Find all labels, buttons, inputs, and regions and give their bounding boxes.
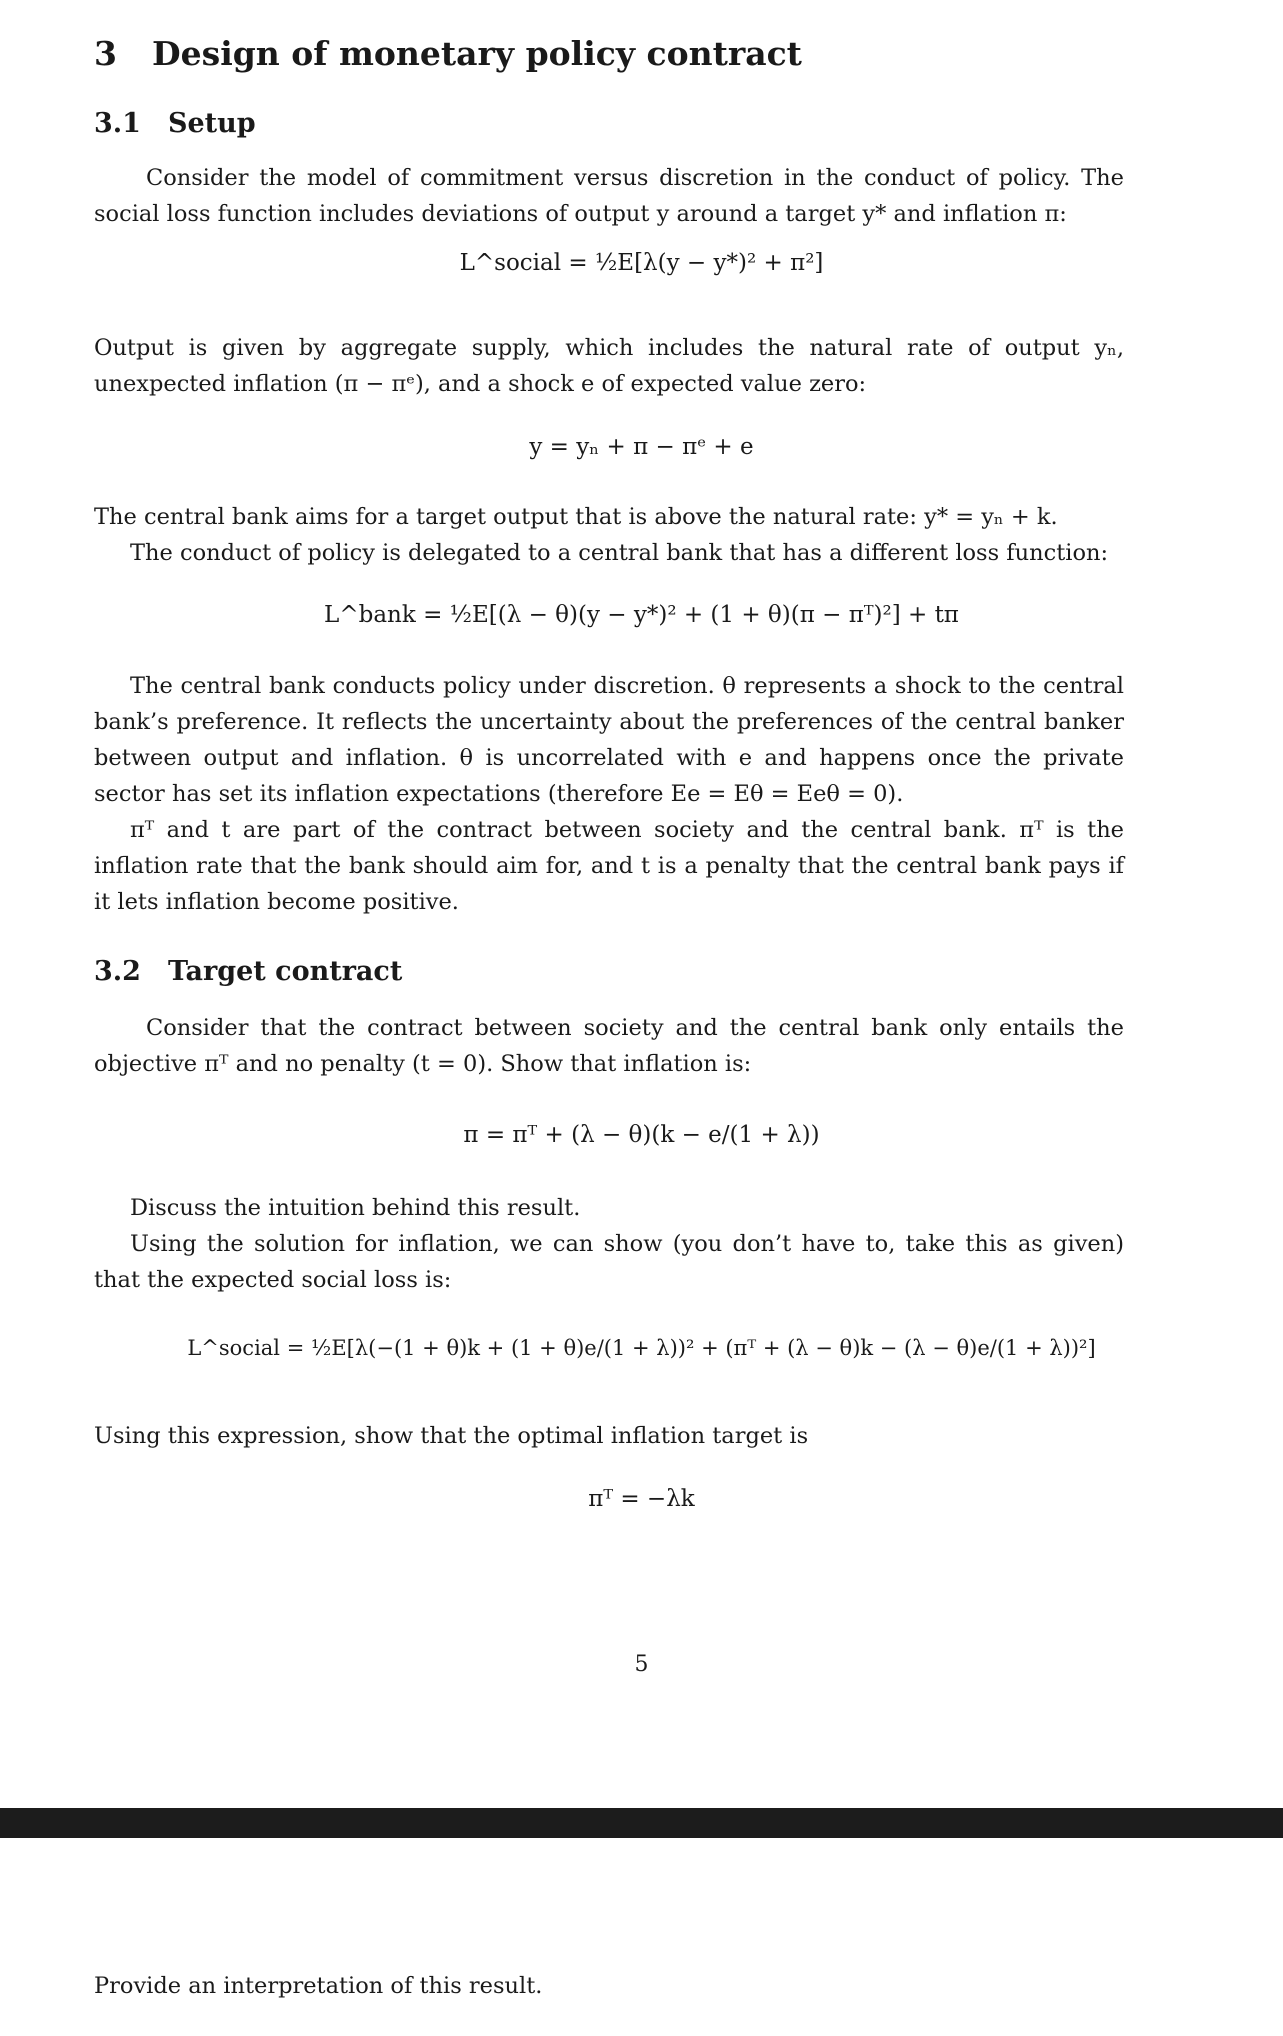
- paragraph-3b: The conduct of policy is delegated to a central bank that has a different loss function:: [130, 540, 1109, 566]
- paragraph-2: Output is given by aggregate supply, which includes the natural rate of output yₙ, unexpected inflation (π − πᵉ), and a shock e of expected value zero:: [94, 335, 1124, 397]
- paragraph-6: Consider that the contract between society and the central bank only entails the objective πᵀ and no penalty (t = 0). Show that inflation is:: [94, 1015, 1124, 1077]
- paragraph-3a: The central bank aims for a target output that is above the natural rate: y* = yₙ + k.: [94, 504, 1058, 530]
- equation-social-loss: L^social = ½E[λ(y − y*)² + π²]: [459, 250, 824, 276]
- page-number: 5: [634, 1652, 649, 1677]
- page-separator: [0, 1808, 1283, 1838]
- paragraph-1: Consider the model of commitment versus discretion in the conduct of policy. The social loss function includes deviations of output y around a target y* and inflation π:: [94, 165, 1124, 227]
- paragraph-7a: Discuss the intuition behind this result.: [130, 1195, 581, 1221]
- equation-optimal-target: πᵀ = −λk: [588, 1486, 695, 1512]
- subsection-heading-target-contract: 3.2 Target contract: [94, 956, 403, 987]
- equation-inflation: π = πᵀ + (λ − θ)(k − e/(1 + λ)): [463, 1122, 820, 1148]
- paragraph-7b: Using the solution for inflation, we can show (you don’t have to, take this as given) that the expected social loss is:: [94, 1231, 1124, 1293]
- equation-aggregate-supply: y = yₙ + π − πᵉ + e: [529, 434, 754, 460]
- section-heading: 3 Design of monetary policy contract: [94, 34, 802, 73]
- paragraph-4: The central bank conducts policy under discretion. θ represents a shock to the central bank’s preference. It reflects the uncertainty about the preferences of the central banker between output and inflation. θ is uncorrelated with e and happens once the private sector has set its inflation expectations (therefore Ee = Eθ = Eeθ = 0).: [94, 673, 1124, 807]
- paragraph-9: Provide an interpretation of this result.: [94, 1973, 543, 1999]
- next-page-fragment: [0, 1838, 1283, 2036]
- paragraph-8: Using this expression, show that the optimal inflation target is: [94, 1423, 809, 1449]
- paragraph-5: πᵀ and t are part of the contract between society and the central bank. πᵀ is the inflation rate that the bank should aim for, and t is a penalty that the central bank pays if it lets inflation become positive.: [94, 817, 1124, 915]
- subsection-heading-setup: 3.1 Setup: [94, 108, 256, 139]
- equation-expected-social-loss: L^social = ½E[λ(−(1 + θ)k + (1 + θ)e/(1 + λ))² + (πᵀ + (λ − θ)k − (λ − θ)e/(1 + λ))²]: [187, 1336, 1096, 1360]
- equation-bank-loss: L^bank = ½E[(λ − θ)(y − y*)² + (1 + θ)(π − πᵀ)²] + tπ: [324, 602, 959, 628]
